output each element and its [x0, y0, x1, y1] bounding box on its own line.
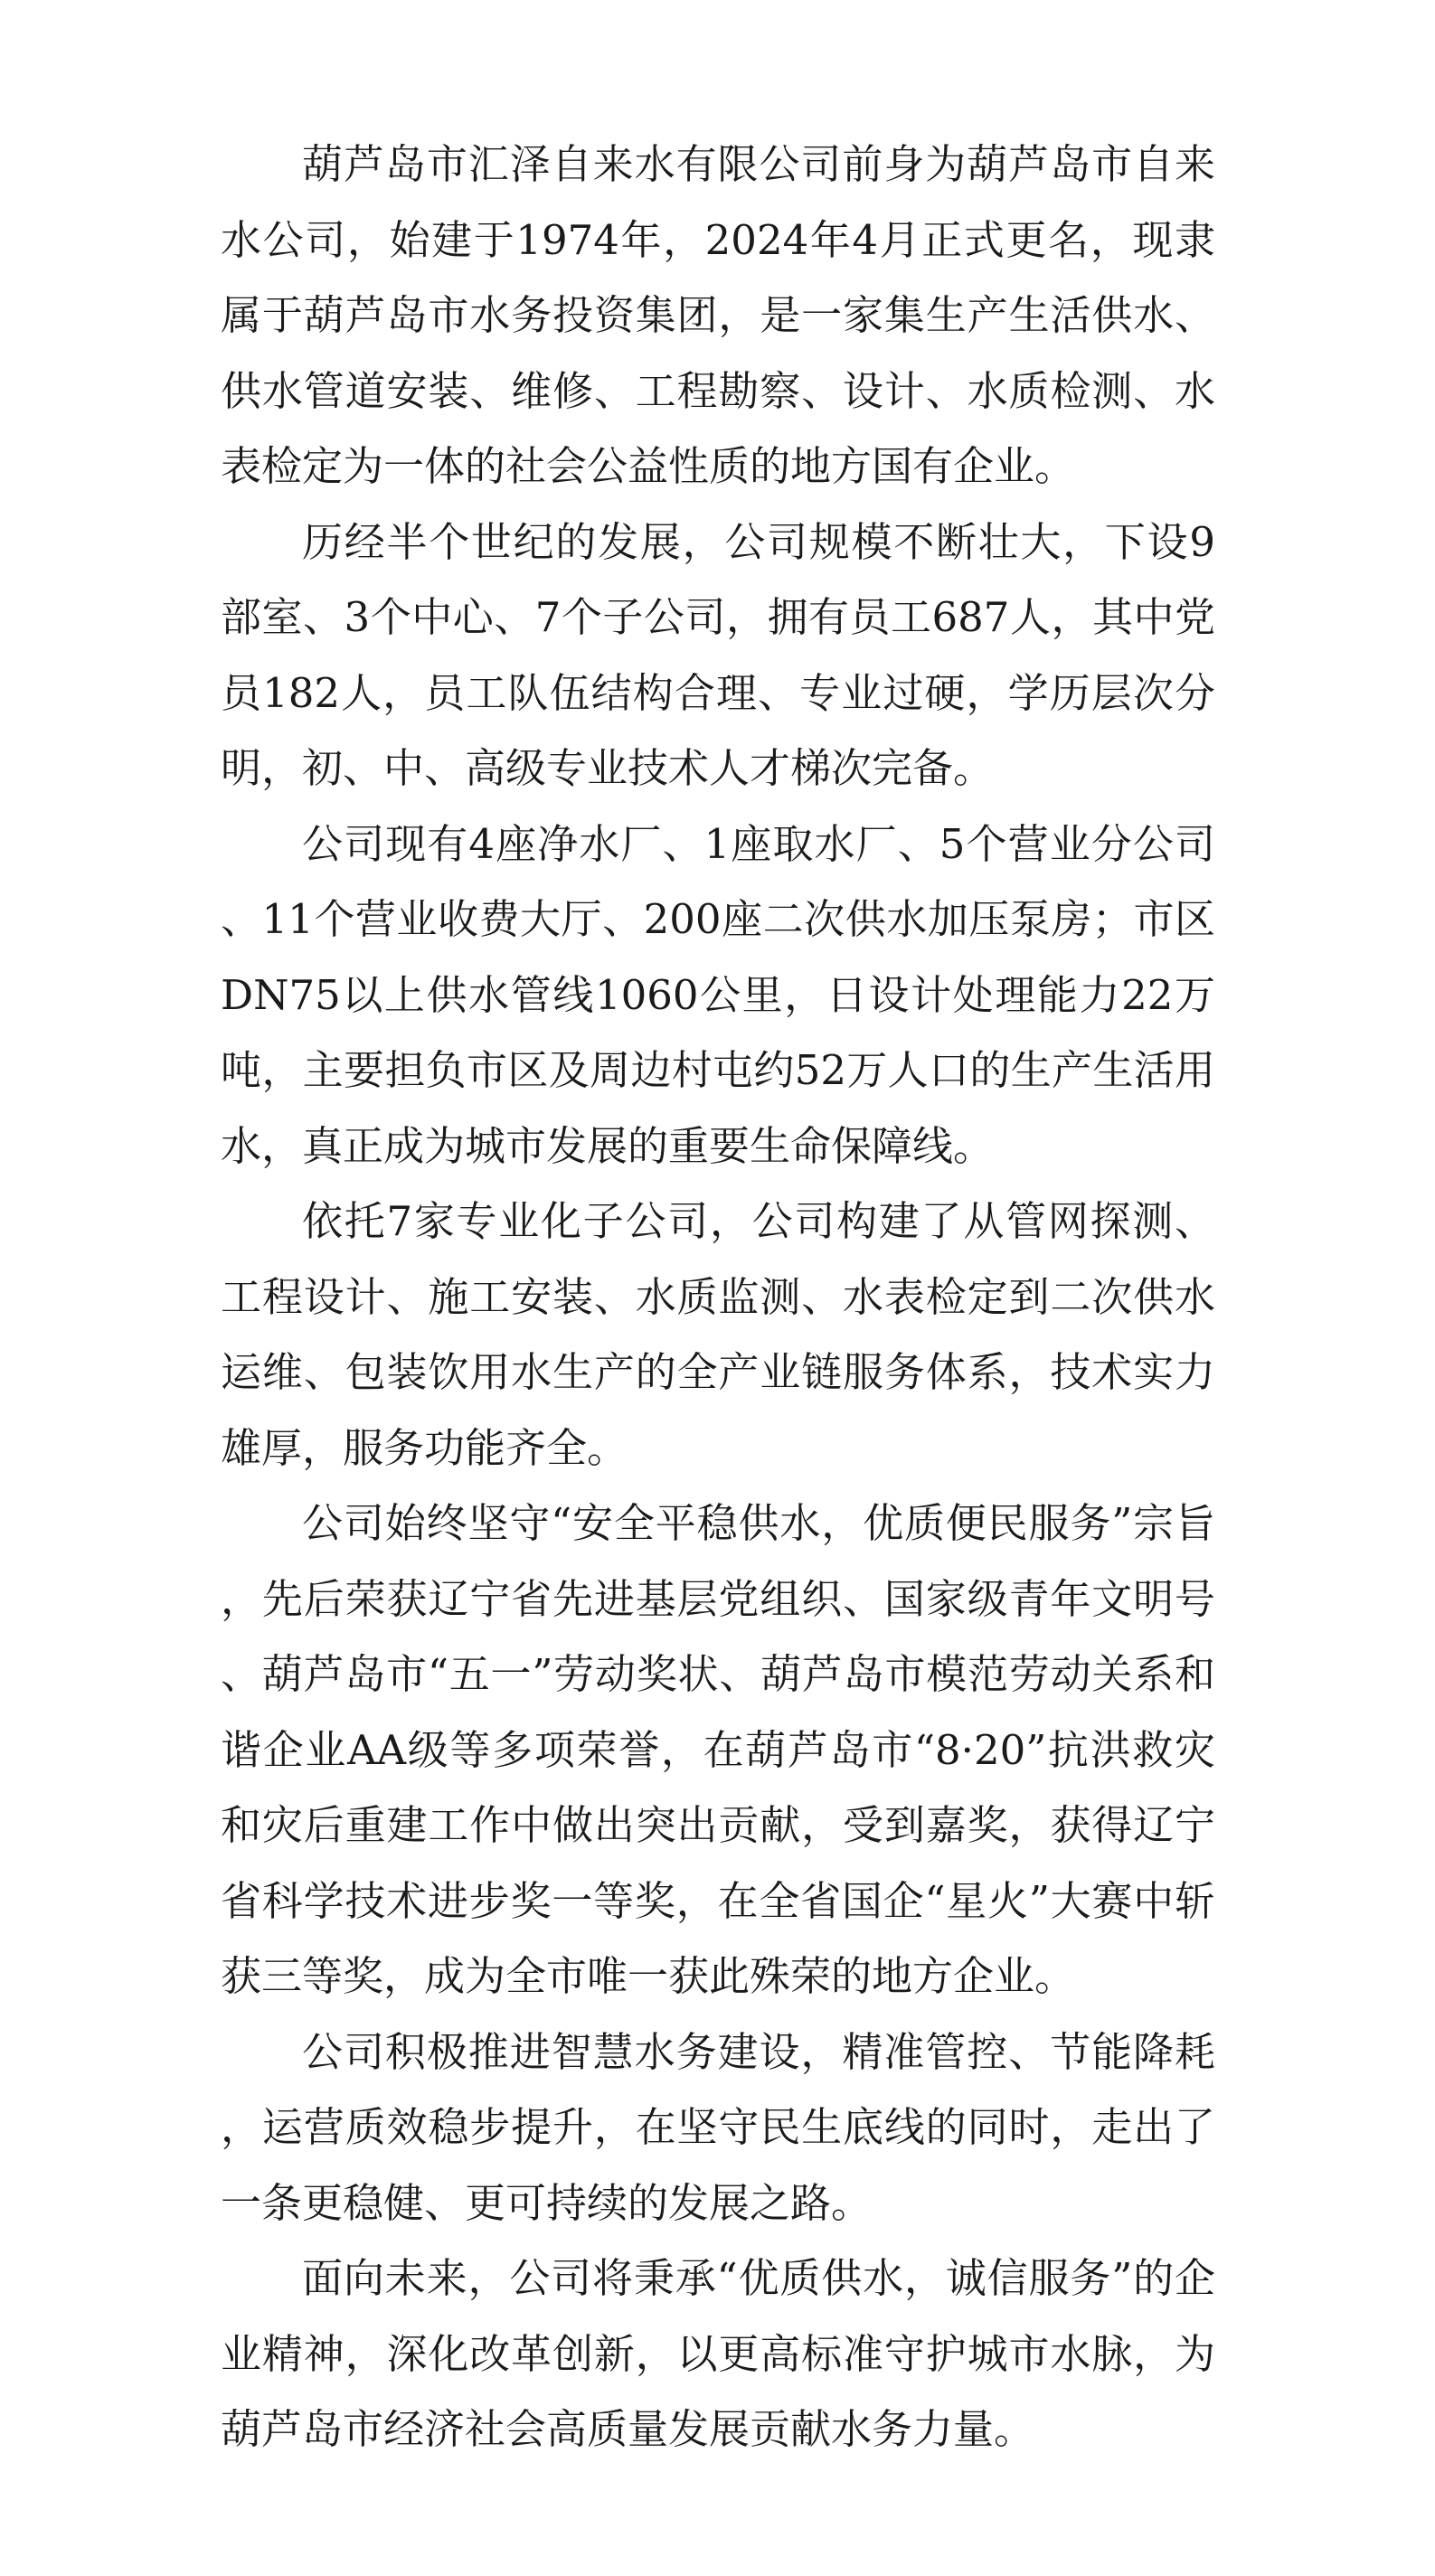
paragraph-honors: 公司始终坚守“安全平稳供水，优质便民服务”宗旨，先后荣获辽宁省先进基层党组织、国家级青年文明号、葫芦岛市“五一”劳动奖状、葫芦岛市模范劳动关系和谐企业AA级等多项荣誉，在葫芦岛市“8·20”抗洪救灾和灾后重建工作中做出突出贡献，受到嘉奖，获得辽宁省科学技术进步奖一等奖，在全省国企“星火”大赛中斩获三等奖，成为全市唯一获此殊荣的地方企业。: [221, 1499, 1215, 2000]
paragraph-company-scale: 历经半个世纪的发展，公司规模不断壮大，下设9部室、3个中心、7个子公司，拥有员工687人，其中党员182人，员工队伍结构合理、专业过硬，学历层次分明，初、中、高级专业技术人才梯次完备。: [221, 517, 1215, 792]
document-body: [221, 127, 1215, 2467]
paragraph-smart-water: 公司积极推进智慧水务建设，精准管控、节能降耗，运营质效稳步提升，在坚守民生底线的同时，走出了一条更稳健、更可持续的发展之路。: [221, 2027, 1215, 2227]
paragraph-facilities: 公司现有4座净水厂、1座取水厂、5个营业分公司、11个营业收费大厅、200座二次供水加压泵房；市区DN75以上供水管线1060公里，日设计处理能力22万吨，主要担负市区及周边村屯约52万人口的生产生活用水，真正成为城市发展的重要生命保障线。: [221, 819, 1215, 1170]
paragraph-company-history: 葫芦岛市汇泽自来水有限公司前身为葫芦岛市自来水公司，始建于1974年，2024年4月正式更名，现隶属于葫芦岛市水务投资集团，是一家集生产生活供水、供水管道安装、维修、工程勘察、设计、水质检测、水表检定为一体的社会公益性质的地方国有企业。: [221, 140, 1215, 490]
paragraph-subsidiaries: 依托7家专业化子公司，公司构建了从管网探测、工程设计、施工安装、水质监测、水表检定到二次供水运维、包装饮用水生产的全产业链服务体系，技术实力雄厚，服务功能齐全。: [221, 1197, 1215, 1472]
paragraph-future: 面向未来，公司将秉承“优质供水，诚信服务”的企业精神，深化改革创新，以更高标准守护城市水脉，为葫芦岛市经济社会高质量发展贡献水务力量。: [221, 2254, 1215, 2453]
